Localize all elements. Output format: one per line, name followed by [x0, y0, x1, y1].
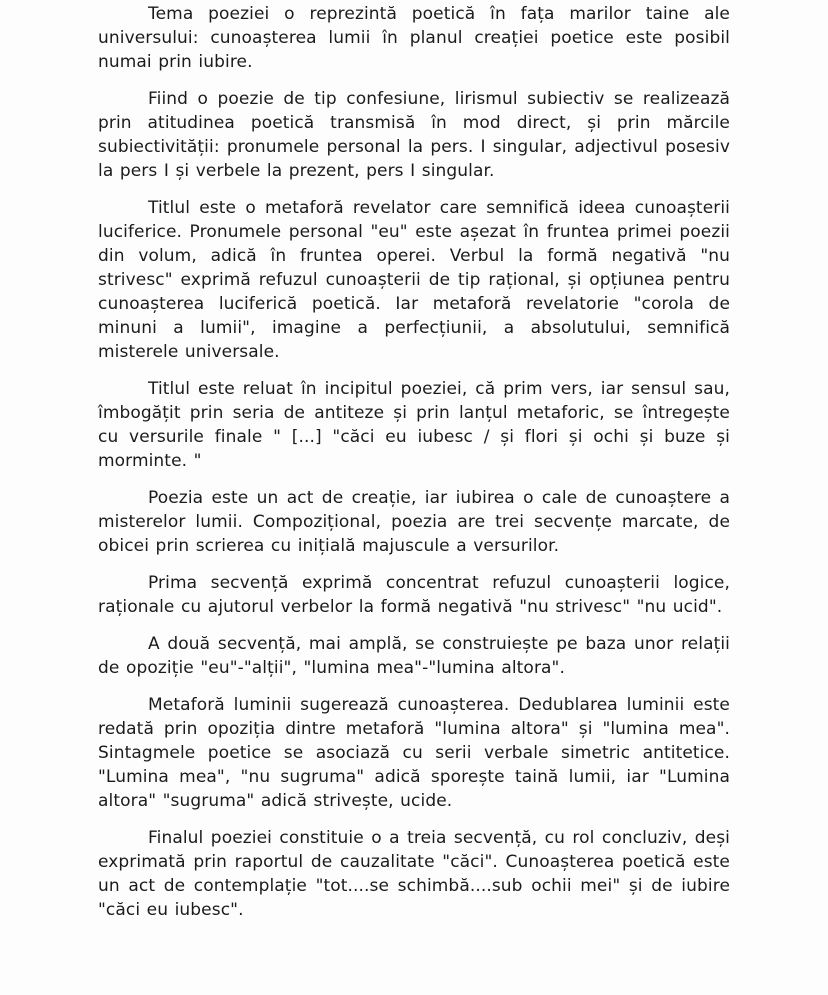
document-body — [98, 2, 730, 935]
paragraph-5: Poezia este un act de creație, iar iubirea o cale de cunoaștere a misterelor lumii. Compozițional, poezia are trei secvențe marcate, de obicei prin scrierea cu inițială majuscule a versurilor. — [98, 488, 730, 556]
paragraph-6: Prima secvență exprimă concentrat refuzul cunoașterii logice, raționale cu ajutorul verbelor la formă negativă "nu strivesc" "nu ucid". — [98, 573, 730, 617]
paragraph-4: Titlul este reluat în incipitul poeziei, că prim vers, iar sensul sau, îmbogățit prin seria de antiteze și prin lanțul metaforic, se întregește cu versurile finale " [...] "căci eu iubesc / și flori și ochi și buze și morminte. " — [98, 379, 730, 471]
paragraph-2: Fiind o poezie de tip confesiune, lirismul subiectiv se realizează prin atitudinea poetică transmisă în mod direct, și prin mărcile subiectivității: pronumele personal la pers. I singular, adjectivul posesiv la pers I și verbele la prezent, pers I singular. — [98, 89, 730, 181]
paragraph-9: Finalul poeziei constituie o a treia secvență, cu rol concluziv, deși exprimată prin raportul de cauzalitate "căci". Cunoașterea poetică este un act de contemplație "tot....se schimbă....sub ochii mei" și de iubire "căci eu iubesc". — [98, 828, 730, 920]
paragraph-3: Titlul este o metaforă revelator care semnifică ideea cunoașterii luciferice. Pronumele personal "eu" este așezat în fruntea primei poezii din volum, adică în fruntea operei. Verbul la formă negativă "nu strivesc" exprimă refuzul cunoașterii de tip rațional, și opțiunea pentru cunoașterea luciferică poetică. Iar metaforă revelatorie "corola de minuni a lumii", imagine a perfecțiunii, a absolutului, semnifică misterele universale. — [98, 198, 730, 362]
paragraph-1: Tema poeziei o reprezintă poetică în fața marilor taine ale universului: cunoașterea lumii în planul creației poetice este posibil numai prin iubire. — [98, 4, 730, 72]
paragraph-7: A două secvență, mai amplă, se construiește pe baza unor relații de opoziție "eu"-"alții", "lumina mea"-"lumina altora". — [98, 634, 730, 678]
paragraph-8: Metaforă luminii sugerează cunoașterea. Dedublarea luminii este redată prin opoziția dintre metaforă "lumina altora" și "lumina mea". Sintagmele poetice se asociază cu serii verbale simetric antitetice. "Lumina mea", "nu sugruma" adică sporește taină lumii, iar "Lumina altora" "sugruma" adică strivește, ucide. — [98, 695, 730, 811]
